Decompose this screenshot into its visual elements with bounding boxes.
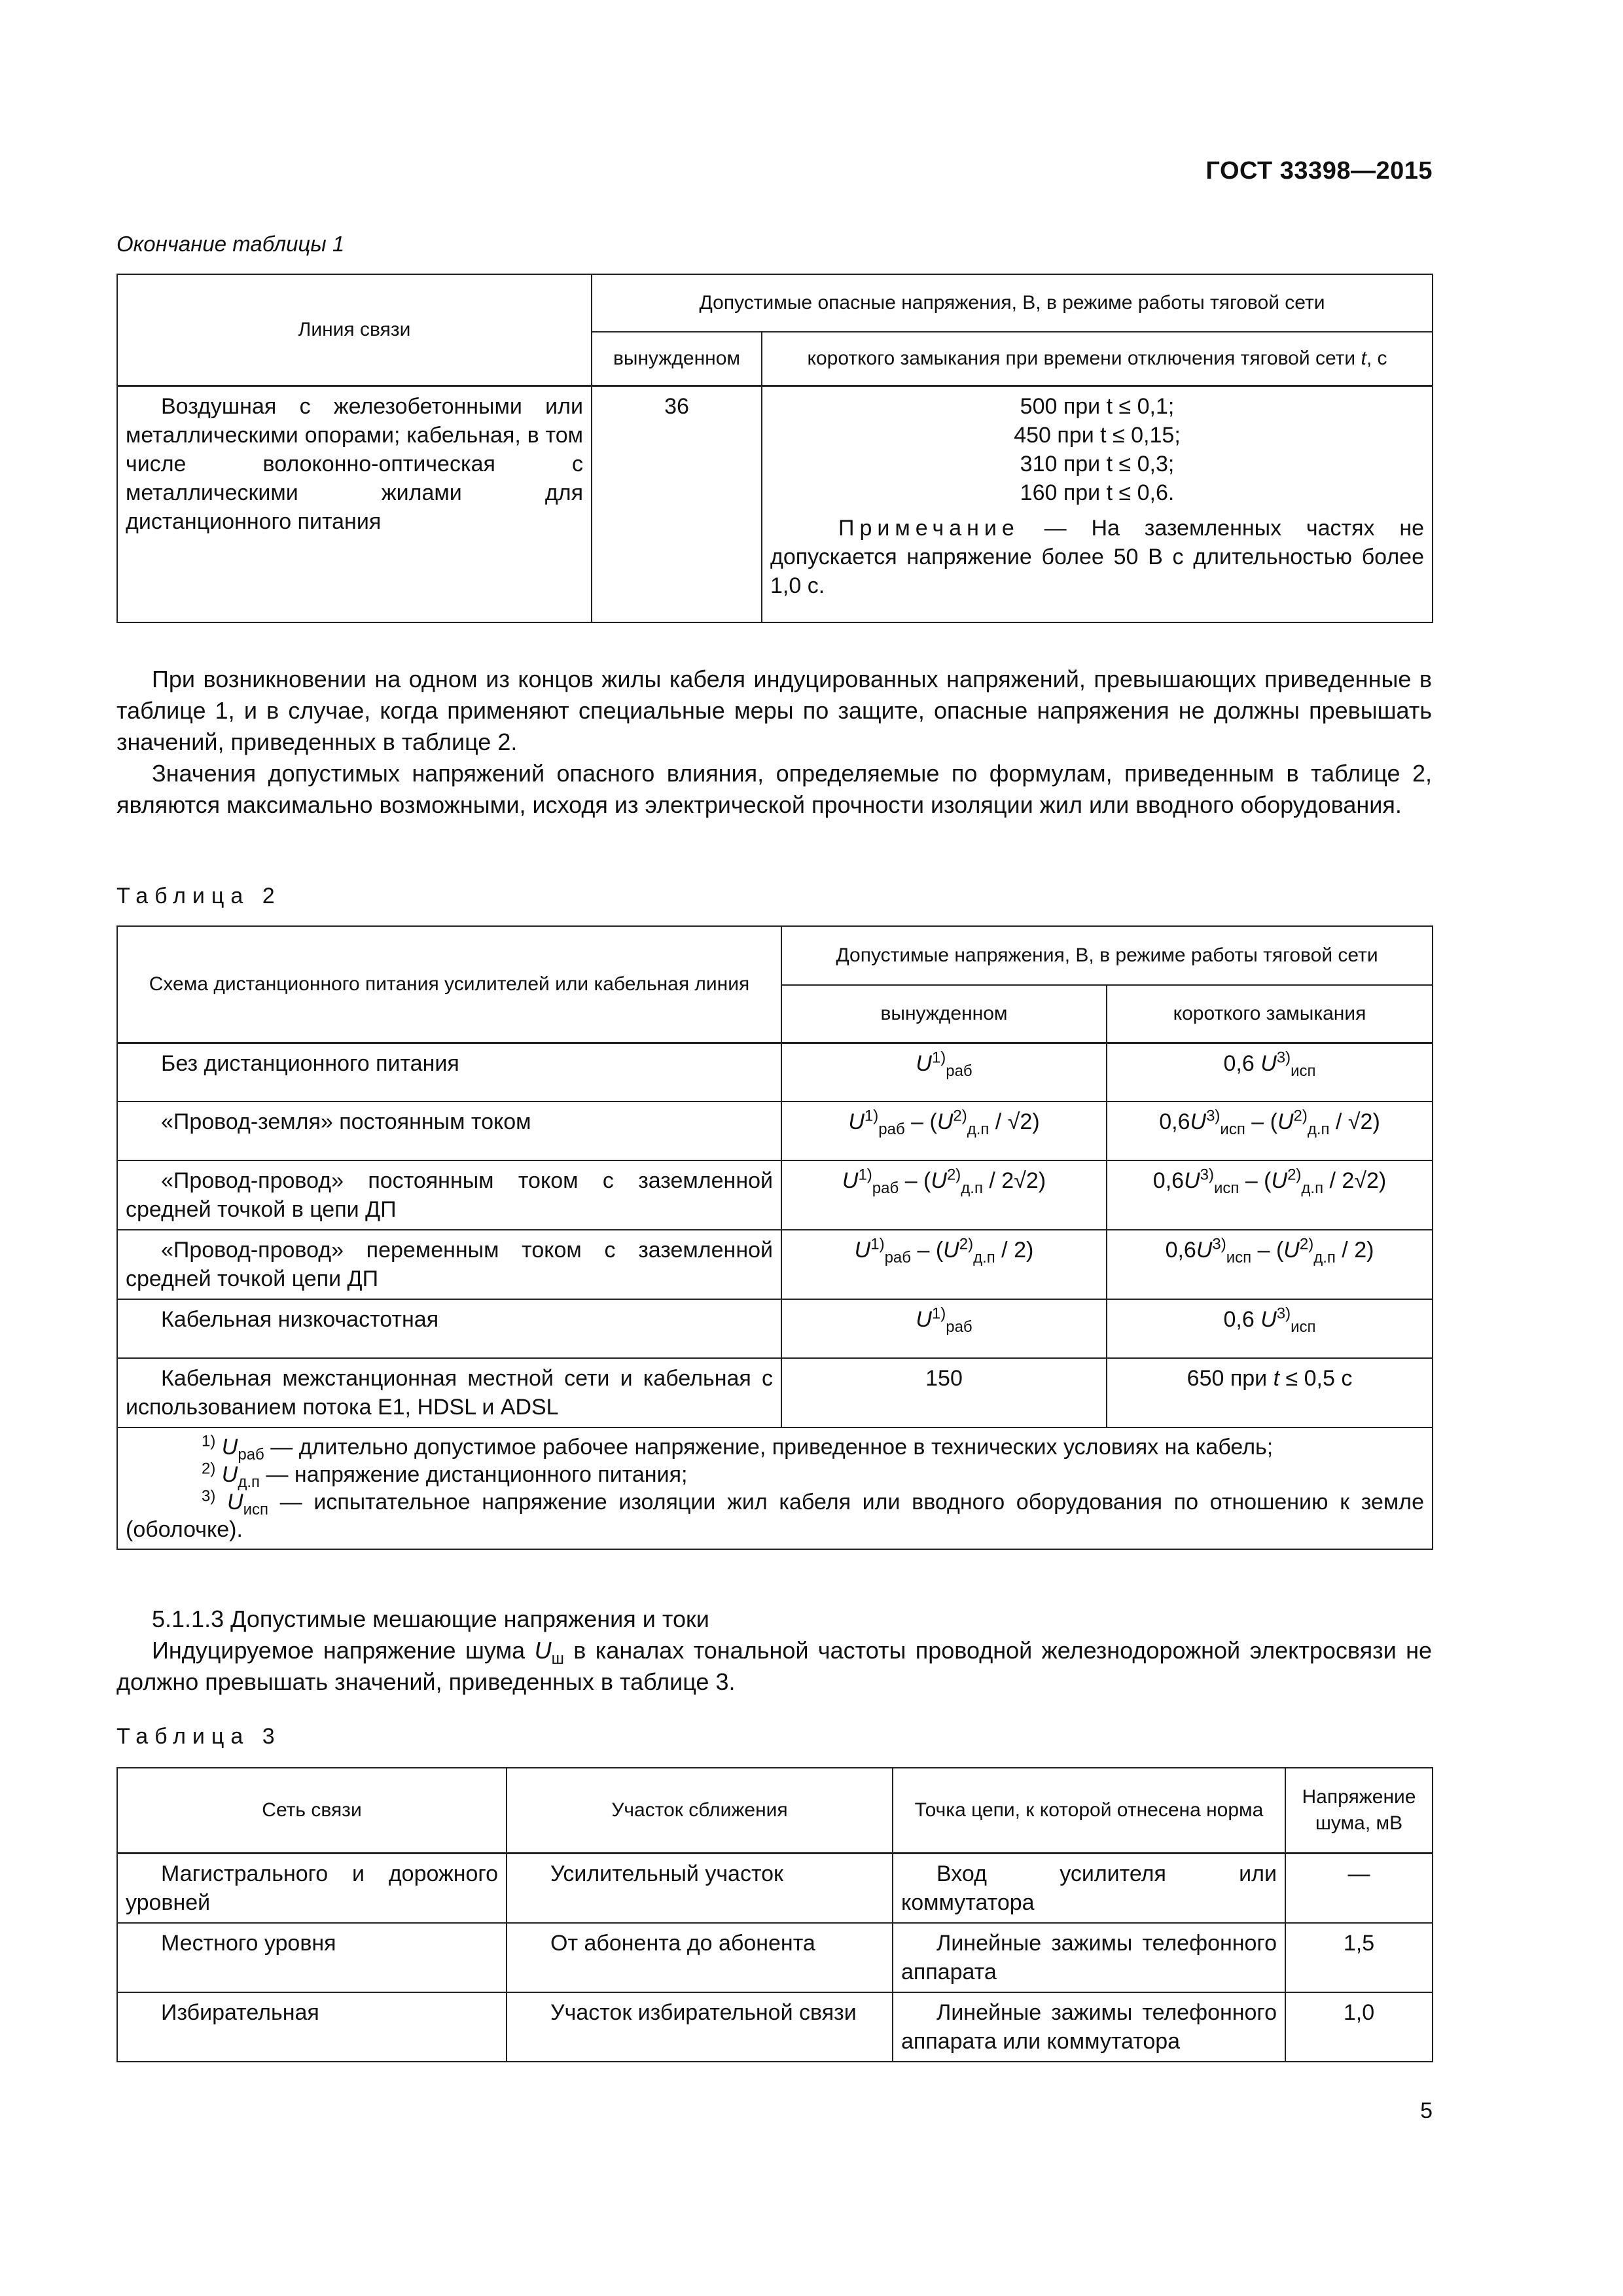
paragraph-1: При возникновении на одном из концов жилы кабеля индуцированных напряжений, превышающих приведенные в таблице 1, и в случае, когда применяют специальные меры по защите, опасные напряжения не должны превышать значений, приведенных в таблице 2. <box>116 666 1432 755</box>
table3-row2-network: Избирательная <box>117 1992 507 2062</box>
footnote-2: $^{2)}$ $U_{д.п}$ — напряжение дистанционного питания; <box>202 1460 688 1491</box>
table2-row1-scheme: «Провод-земля» постоянным током <box>117 1102 781 1160</box>
table1-header-forced: вынужденном <box>592 332 762 386</box>
table2-row2-scheme: «Провод-провод» постоянным током с заземленной средней точкой в цепи ДП <box>117 1160 781 1230</box>
table2-row4-forced: $U^{1)}_{раб}$ <box>781 1299 1107 1358</box>
table2-footnotes <box>117 1427 1433 1549</box>
table3-row2-point: Линейные зажимы телефонного аппарата или коммутатора <box>893 1992 1285 2062</box>
table2-row5-forced: 150 <box>781 1358 1107 1427</box>
table2-row1-short: $0,6U^{3)}_{исп} - (U^{2)}_{д.п} / √2)$ <box>1107 1102 1433 1160</box>
table3-row1-section: От абонента до абонента <box>507 1923 893 1992</box>
table2-row0-short: 0,6 $U^{3)}_{исп}$ <box>1107 1043 1433 1102</box>
table1-value-1: 450 при t ≤ 0,15; <box>1014 422 1181 448</box>
table3-row1-network: Местного уровня <box>117 1923 507 1992</box>
table1-value-0: 500 при t ≤ 0,1; <box>1020 393 1175 419</box>
table2-row4-short: 0,6 $U^{3)}_{исп}$ <box>1107 1299 1433 1358</box>
table3-header-point: Точка цепи, к которой отнесена норма <box>893 1768 1285 1853</box>
table2 <box>116 925 1433 1550</box>
table3-row0-point: Вход усилителя или коммутатора <box>893 1853 1285 1923</box>
table1-header-short: короткого замыкания при времени отключения тяговой сети t, с <box>762 332 1433 386</box>
table3-row2-noise: 1,0 <box>1285 1992 1433 2062</box>
table1-line-cell: Воздушная с железобетонными или металлическими опорами; кабельная, в том числе волоконно-оптическая с металлическими жилами для дистанционного питания <box>117 386 592 622</box>
table2-caption: Таблица 2 <box>116 884 281 908</box>
section-title: 5.1.1.3 Допустимые мешающие напряжения и токи <box>152 1605 709 1632</box>
table2-row0-forced: $U^{1)}_{раб}$ <box>781 1043 1107 1102</box>
table3-header-section: Участок сближения <box>507 1768 893 1853</box>
table1 <box>116 274 1433 623</box>
table1-note <box>770 514 1424 600</box>
table2-row3-short: $0,6U^{3)}_{исп} - (U^{2)}_{д.п} / 2)$ <box>1107 1230 1433 1299</box>
table2-row3-scheme: «Провод-провод» переменным током с заземленной средней точкой цепи ДП <box>117 1230 781 1299</box>
table1-note-text: — На заземленных частях не допускается напряжение более 50 В с длительностью более 1,0 с. <box>770 515 1424 598</box>
table2-row3-forced: $U^{1)}_{раб} - (U^{2)}_{д.п} / 2)$ <box>781 1230 1107 1299</box>
table2-row2-short: $0,6U^{3)}_{исп} - (U^{2)}_{д.п} / 2√2)$ <box>1107 1160 1433 1230</box>
table1-header-group: Допустимые опасные напряжения, В, в режиме работы тяговой сети <box>592 274 1433 332</box>
table3-row1-noise: 1,5 <box>1285 1923 1433 1992</box>
table3-caption: Таблица 3 <box>116 1724 281 1749</box>
table2-row5-scheme: Кабельная межстанционная местной сети и кабельная с использованием потока E1, HDSL и ADSL <box>117 1358 781 1427</box>
table2-row5-short: 650 при t ≤ 0,5 с <box>1107 1358 1433 1427</box>
table3 <box>116 1767 1433 2062</box>
page-number: 5 <box>1420 2098 1433 2123</box>
table2-header-scheme: Схема дистанционного питания усилителей или кабельная линия <box>117 926 781 1043</box>
table2-row2-forced: $U^{1)}_{раб} - (U^{2)}_{д.п} / 2√2)$ <box>781 1160 1107 1230</box>
paragraph-2: Значения допустимых напряжений опасного влияния, определяемые по формулам, приведенным в таблице 2, являются максимально возможными, исходя из электрической прочности изоляции жил или вводного оборудования. <box>116 760 1432 818</box>
table3-row2-section: Участок избирательной связи <box>507 1992 893 2062</box>
table1-short-cell <box>762 386 1433 622</box>
standard-designation: ГОСТ 33398—2015 <box>1205 157 1433 185</box>
table1-forced-cell: 36 <box>592 386 762 622</box>
table3-row0-network: Магистрального и дорожного уровней <box>117 1853 507 1923</box>
table1-value-2: 310 при t ≤ 0,3; <box>1020 451 1175 476</box>
table3-row1-point: Линейные зажимы телефонного аппарата <box>893 1923 1285 1992</box>
table2-row1-forced: $U^{1)}_{раб} - (U^{2)}_{д.п} / √2)$ <box>781 1102 1107 1160</box>
table2-row4-scheme: Кабельная низкочастотная <box>117 1299 781 1358</box>
table2-header-group: Допустимые напряжения, В, в режиме работы тяговой сети <box>781 926 1433 985</box>
table3-header-network: Сеть связи <box>117 1768 507 1853</box>
table3-header-noise: Напряжение шума, мВ <box>1285 1768 1433 1853</box>
table1-header-line: Линия связи <box>117 274 592 386</box>
table2-header-forced: вынужденном <box>781 985 1107 1043</box>
table2-row0-scheme: Без дистанционного питания <box>117 1043 781 1102</box>
table1-caption: Окончание таблицы 1 <box>116 232 345 256</box>
footnote-1: $^{1)}$ $U_{раб}$ — длительно допустимое рабочее напряжение, приведенное в технических условиях на кабель; <box>202 1432 1274 1463</box>
table3-row0-section: Усилительный участок <box>507 1853 893 1923</box>
footnote-3: $^{3)}$ $U_{исп}$ — испытательное напряжение изоляции жил кабеля или вводного оборудования по отношению к земле (оболочке). <box>126 1487 1424 1542</box>
table1-value-3: 160 при t ≤ 0,6. <box>1020 480 1175 505</box>
section-text: Индуцируемое напряжение шума $U_ш$ в каналах тональной частоты проводной железнодорожной электросвязи не должно превышать значений, приведенных в таблице 3. <box>116 1637 1432 1695</box>
table2-header-short: короткого замыкания <box>1107 985 1433 1043</box>
table1-note-label: Примечание <box>838 515 1020 541</box>
table3-row0-noise: — <box>1285 1853 1433 1923</box>
